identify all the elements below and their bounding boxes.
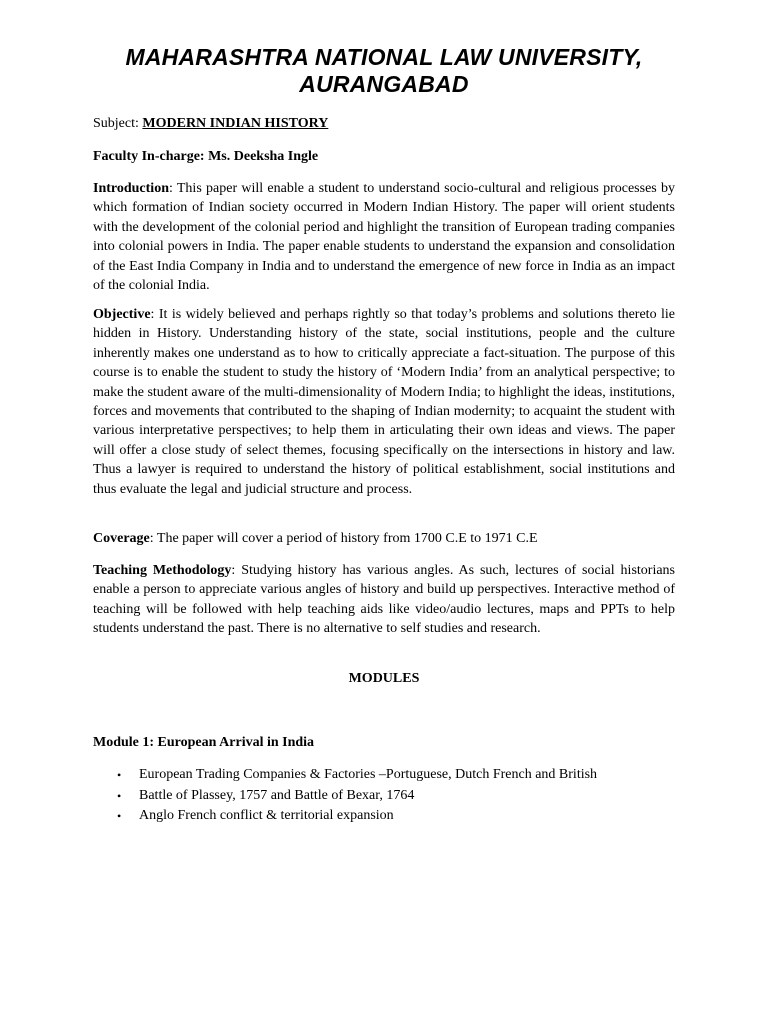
modules-heading: MODULES [348, 671, 420, 686]
bullet-icon: • [117, 809, 122, 823]
objective-text: : It is widely believed and perhaps rightly so that today’s problems and solutions thereto lie hidden in History. Understanding history of the state, social institutions, people and the culture inherently makes one understand as to how to critically appreciate a fact-situation. The purpose of this course is to enable the student to study the history of ‘Modern India’ from an analytical perspective; to make the student aware of the multi-dimensionality of Modern India; to highlight the ideas, institutions, forces and movements that contributed to the shaping of Indian modernity; to acquaint the student with various interpretative perspectives; to help them in articulating their own ideas and views. The paper will offer a close study of select themes, focusing specifically on the intersections in history and law. Thus a lawyer is required to understand the history of political establishment, social institutions and thus evaluate the legal and judicial structure and process. [93, 307, 675, 497]
title-line-2: AURANGABAD [299, 71, 469, 97]
module-1-title: Module 1: European Arrival in India [93, 735, 315, 750]
introduction-paragraph [93, 179, 675, 295]
module-1-topic-list [93, 765, 693, 827]
list-item [93, 806, 693, 827]
list-item-text: European Trading Companies & Factories –Portuguese, Dutch French and British [139, 767, 598, 782]
objective-label: Objective [93, 307, 151, 322]
list-item [93, 786, 693, 807]
subject-line [93, 114, 675, 134]
bullet-icon: • [117, 768, 122, 782]
teaching-methodology-paragraph [93, 561, 675, 639]
coverage-paragraph [93, 529, 675, 548]
list-item-text: Battle of Plassey, 1757 and Battle of Bexar, 1764 [139, 787, 415, 803]
teaching-methodology-label: Teaching Methodology [93, 563, 232, 578]
subject-label: Subject: [93, 116, 139, 131]
bullet-icon: • [117, 788, 122, 803]
objective-paragraph [93, 305, 675, 499]
document-title [0, 44, 768, 98]
faculty-line: Faculty In-charge: Ms. Deeksha Ingle [93, 149, 319, 164]
introduction-label: Introduction [93, 181, 169, 196]
list-item-text: Anglo French conflict & territorial expansion [139, 808, 394, 823]
coverage-text: : The paper will cover a period of history from 1700 C.E to 1971 C.E [149, 531, 538, 546]
title-line-1: MAHARASHTRA NATIONAL LAW UNIVERSITY, [125, 44, 643, 70]
coverage-label: Coverage [93, 531, 150, 546]
list-item [93, 765, 693, 786]
introduction-text: : This paper will enable a student to understand socio-cultural and religious processes by which formation of Indian society occurred in Modern Indian History. The paper will orient students with the development of the colonial period and highlight the transition of European trading companies into colonial powers in India. The paper enable students to understand the expansion and consolidation of the East India Company in India and to understand the emergence of new force in India as an impact of the colonial India. [93, 181, 675, 294]
teaching-methodology-text: : Studying history has various angles. As such, lectures of social historians enable a person to appreciate various angles of history and build up perspectives. Interactive method of teaching will be followed with help teaching aids like video/audio lectures, maps and PPTs to help students understand the past. There is no alternative to self studies and research. [93, 563, 675, 637]
subject-value: MODERN INDIAN HISTORY [142, 116, 329, 131]
